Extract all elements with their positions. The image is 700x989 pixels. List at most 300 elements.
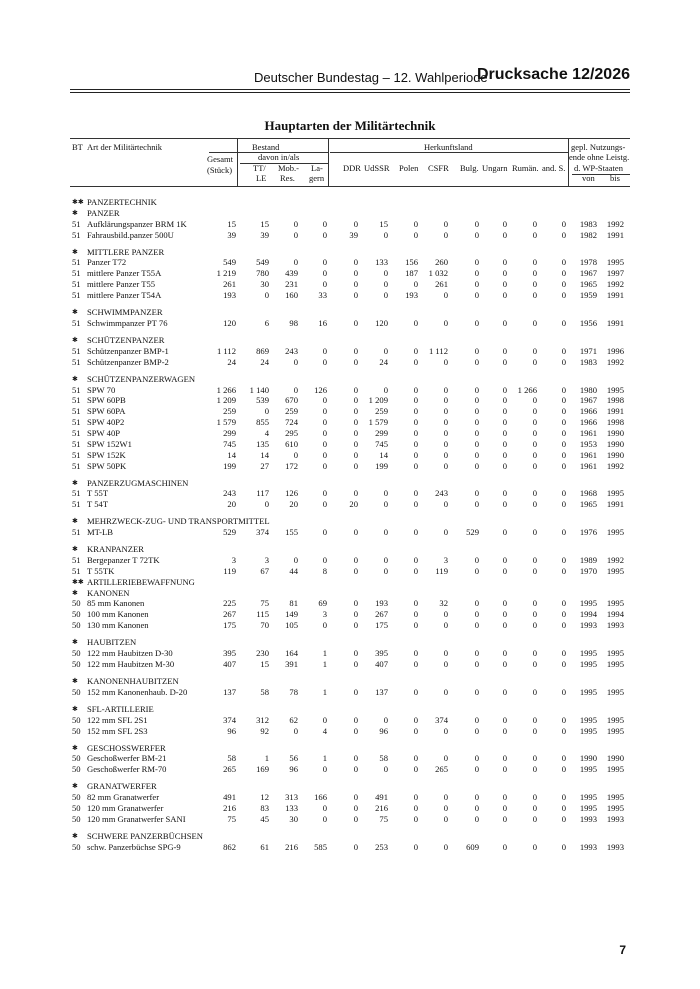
cell-art: T 55T [87,488,109,499]
cell-lagern: 0 [322,460,327,471]
cell-polen: 0 [413,686,418,697]
cell-lagern: 1 [322,658,327,669]
cell-bis: 1996 [606,345,624,356]
cell-and-s: 0 [561,725,566,736]
cell-bt: 51 [72,527,81,538]
cell-tt-le: 92 [260,725,269,736]
group-label: KANONENHAUBITZEN [87,675,179,686]
cell-bis: 1993 [606,620,624,631]
cell-bt: 51 [72,449,81,460]
cell-ungarn: 0 [502,555,507,566]
cell-bulg: 0 [474,620,479,631]
cell-art: SPW 152W1 [87,438,132,449]
cell-polen: 0 [413,345,418,356]
cell-mob-res: 439 [285,268,298,279]
cell-bt: 50 [72,620,81,631]
cell-tt-le: 117 [256,488,269,499]
cell-tt-le: 0 [264,290,269,300]
cell-udssr: 58 [379,753,388,764]
cell-von: 1965 [579,499,597,510]
cell-bt: 50 [72,658,81,669]
cell-mob-res: 105 [285,620,298,631]
group-marker: ✱ [72,545,78,554]
group-label: GESCHOSSWERFER [87,742,166,753]
group-label: SCHWIMMPANZER [87,307,163,318]
cell-tt-le: 15 [260,658,269,669]
cell-bis: 1995 [606,658,624,669]
cell-von: 1967 [579,268,597,279]
cell-von: 1994 [579,609,597,620]
cell-art: T 55TK [87,565,115,576]
cell-ddr: 0 [353,658,358,669]
cell-ddr: 0 [353,555,358,566]
cell-udssr: 133 [375,257,388,268]
cell-bulg: 0 [474,257,479,268]
cell-and-s: 0 [561,813,566,824]
cell-bis: 1992 [606,279,624,290]
cell-bis: 1991 [606,499,624,510]
cell-bulg: 0 [474,792,479,803]
cell-gesamt: 261 [223,279,236,290]
cell-csfr: 0 [443,384,448,395]
cell-bulg: 0 [474,499,479,510]
cell-von: 1990 [579,753,597,764]
cell-csfr: 0 [443,648,448,659]
cell-ungarn: 0 [502,648,507,659]
cell-art: SPW 40P [87,427,121,438]
cell-polen: 0 [413,813,418,824]
cell-ungarn: 0 [502,395,507,406]
cell-lagern: 0 [322,499,327,510]
cell-udssr: 0 [383,764,388,775]
cell-bt: 51 [72,317,81,328]
cell-csfr: 0 [443,395,448,406]
cell-art: Aufklärungspanzer BRM 1K [87,218,187,229]
cell-bis: 1995 [606,257,624,268]
cell-bis: 1995 [606,598,624,609]
cell-mob-res: 0 [293,229,298,240]
cell-ddr: 0 [353,427,358,438]
cell-polen: 0 [413,218,418,229]
cell-ddr: 0 [353,598,358,609]
col-ruman: Rumän. [512,163,539,173]
cell-udssr: 0 [383,527,388,538]
cell-gesamt: 265 [223,764,236,775]
cell-csfr: 0 [443,449,448,460]
col-bis: bis [610,173,620,183]
cell-von: 1959 [579,290,597,300]
cell-ddr: 0 [353,268,358,279]
cell-tt-le: 24 [260,356,269,367]
cell-bulg: 0 [474,714,479,725]
cell-ddr: 0 [353,345,358,356]
col-stueck: (Stück) [207,165,233,175]
cell-polen: 0 [413,317,418,328]
cell-csfr: 0 [443,417,448,428]
cell-polen: 0 [413,229,418,240]
cell-bulg: 0 [474,460,479,471]
cell-tt-le: 6 [264,317,269,328]
cell-bulg: 0 [474,488,479,499]
cell-lagern: 0 [322,279,327,290]
cell-gesamt: 119 [223,565,236,576]
cell-tt-le: 230 [256,648,269,659]
group-marker: ✱ [72,638,78,647]
cell-and-s: 0 [561,841,566,852]
cell-bulg: 0 [474,813,479,824]
cell-ungarn: 0 [502,725,507,736]
cell-mob-res: 133 [285,803,298,814]
cell-polen: 0 [413,395,418,406]
cell-udssr: 0 [383,279,388,290]
cell-ruman: 0 [532,648,537,659]
cell-mob-res: 98 [289,317,298,328]
cell-bulg: 529 [466,527,479,538]
cell-csfr: 0 [443,792,448,803]
cell-and-s: 0 [561,449,566,460]
cell-gesamt: 395 [223,648,236,659]
cell-csfr: 0 [443,803,448,814]
cell-bis: 1992 [606,460,624,471]
col-bt: BT [72,142,83,152]
cell-mob-res: 0 [293,218,298,229]
cell-bt: 51 [72,257,81,268]
cell-csfr: 265 [435,764,448,775]
cell-udssr: 0 [383,714,388,725]
cell-and-s: 0 [561,438,566,449]
cell-bulg: 0 [474,218,479,229]
cell-bt: 50 [72,648,81,659]
cell-gesamt: 216 [223,803,236,814]
cell-gesamt: 120 [223,317,236,328]
cell-ruman: 0 [532,279,537,290]
cell-bt: 51 [72,268,81,279]
cell-von: 1995 [579,792,597,803]
cell-udssr: 75 [379,813,388,824]
cell-gesamt: 1 579 [216,417,236,428]
cell-ungarn: 0 [502,488,507,499]
cell-tt-le: 61 [260,841,269,852]
cell-lagern: 585 [314,841,327,852]
col-gepl-2: ende ohne Leistg. [569,152,630,162]
group-label: MITTLERE PANZER [87,246,165,257]
cell-ungarn: 0 [502,279,507,290]
cell-ddr: 0 [353,406,358,417]
cell-csfr: 0 [443,527,448,538]
cell-csfr: 119 [435,565,448,576]
cell-mob-res: 155 [285,527,298,538]
cell-ungarn: 0 [502,753,507,764]
cell-gesamt: 374 [223,714,236,725]
cell-ungarn: 0 [502,527,507,538]
cell-polen: 0 [413,555,418,566]
cell-polen: 0 [413,792,418,803]
cell-udssr: 491 [375,792,388,803]
cell-bulg: 0 [474,345,479,356]
cell-udssr: 216 [375,803,388,814]
cell-art: 122 mm Haubitzen D-30 [87,648,173,659]
cell-art: 122 mm SFL 2S1 [87,714,148,725]
cell-ungarn: 0 [502,686,507,697]
cell-ungarn: 0 [502,218,507,229]
col-and: and. S. [542,163,566,173]
cell-art: SPW 50PK [87,460,127,471]
col-herkunft: Herkunftsland [424,142,473,152]
cell-polen: 0 [413,279,418,290]
cell-csfr: 0 [443,427,448,438]
cell-ddr: 0 [353,384,358,395]
cell-art: mittlere Panzer T54A [87,290,162,300]
cell-csfr: 0 [443,813,448,824]
cell-bt: 51 [72,438,81,449]
cell-polen: 0 [413,764,418,775]
cell-bulg: 0 [474,268,479,279]
cell-bulg: 0 [474,753,479,764]
cell-bt: 51 [72,384,81,395]
cell-bt: 50 [72,725,81,736]
cell-von: 1995 [579,658,597,669]
cell-ruman: 0 [532,803,537,814]
cell-bulg: 0 [474,229,479,240]
cell-udssr: 24 [379,356,388,367]
cell-lagern: 1 [322,753,327,764]
cell-ungarn: 0 [502,813,507,824]
cell-polen: 193 [405,290,418,300]
cell-tt-le: 39 [260,229,269,240]
cell-lagern: 0 [322,764,327,775]
cell-bis: 1995 [606,792,624,803]
cell-and-s: 0 [561,257,566,268]
cell-bt: 50 [72,764,81,775]
cell-and-s: 0 [561,345,566,356]
cell-von: 1961 [579,427,597,438]
cell-ddr: 0 [353,725,358,736]
cell-tt-le: 83 [260,803,269,814]
cell-bt: 51 [72,488,81,499]
cell-polen: 0 [413,449,418,460]
cell-lagern: 166 [314,792,327,803]
cell-gesamt: 75 [227,813,236,824]
cell-and-s: 0 [561,279,566,290]
cell-gesamt: 14 [227,449,236,460]
cell-bis: 1991 [606,317,624,328]
cell-mob-res: 295 [285,427,298,438]
cell-bis: 1991 [606,406,624,417]
cell-lagern: 1 [322,648,327,659]
cell-ruman: 0 [532,427,537,438]
cell-bis: 1997 [606,268,624,279]
cell-lagern: 0 [322,714,327,725]
col-ungarn: Ungarn [482,163,508,173]
cell-udssr: 175 [375,620,388,631]
cell-lagern: 0 [322,803,327,814]
cell-csfr: 1 032 [428,268,448,279]
cell-ungarn: 0 [502,609,507,620]
cell-mob-res: 149 [285,609,298,620]
cell-csfr: 0 [443,841,448,852]
cell-tt-le: 27 [260,460,269,471]
cell-gesamt: 549 [223,257,236,268]
cell-mob-res: 0 [293,257,298,268]
cell-von: 1995 [579,714,597,725]
cell-art: Schützenpanzer BMP-2 [87,356,169,367]
cell-ruman: 0 [532,686,537,697]
cell-and-s: 0 [561,268,566,279]
cell-ddr: 20 [349,499,358,510]
cell-ruman: 0 [532,317,537,328]
cell-ruman: 0 [532,792,537,803]
cell-ruman: 0 [532,725,537,736]
cell-and-s: 0 [561,714,566,725]
cell-von: 1995 [579,725,597,736]
cell-ddr: 0 [353,417,358,428]
cell-von: 1967 [579,395,597,406]
cell-art: Schützenpanzer BMP-1 [87,345,169,356]
cell-csfr: 0 [443,290,448,300]
cell-tt-le: 67 [260,565,269,576]
cell-art: 82 mm Granatwerfer [87,792,160,803]
cell-von: 1983 [579,356,597,367]
cell-bulg: 0 [474,438,479,449]
cell-bis: 1995 [606,714,624,725]
cell-gesamt: 15 [227,218,236,229]
cell-mob-res: 164 [285,648,298,659]
cell-lagern: 0 [322,268,327,279]
cell-polen: 0 [413,803,418,814]
cell-ddr: 0 [353,527,358,538]
cell-bis: 1992 [606,555,624,566]
cell-ungarn: 0 [502,356,507,367]
cell-gesamt: 491 [223,792,236,803]
cell-polen: 0 [413,565,418,576]
cell-csfr: 260 [435,257,448,268]
cell-ddr: 0 [353,813,358,824]
cell-art: 122 mm Haubitzen M-30 [87,658,175,669]
cell-bt: 51 [72,555,81,566]
group-label: SCHÜTZENPANZERWAGEN [87,373,196,384]
cell-mob-res: 670 [285,395,298,406]
cell-polen: 0 [413,620,418,631]
cell-bulg: 0 [474,384,479,395]
cell-ungarn: 0 [502,764,507,775]
cell-bt: 51 [72,427,81,438]
col-gepl-1: gepl. Nutzungs- [571,142,626,152]
group-label: SCHÜTZENPANZER [87,334,165,345]
cell-bulg: 0 [474,725,479,736]
cell-tt-le: 135 [256,438,269,449]
cell-ddr: 0 [353,609,358,620]
cell-mob-res: 313 [285,792,298,803]
cell-von: 1966 [579,417,597,428]
cell-ddr: 0 [353,438,358,449]
cell-art: mittlere Panzer T55A [87,268,162,279]
cell-ruman: 0 [532,841,537,852]
cell-lagern: 0 [322,417,327,428]
cell-ungarn: 0 [502,290,507,300]
cell-tt-le: 14 [260,449,269,460]
cell-ruman: 0 [532,658,537,669]
cell-gesamt: 267 [223,609,236,620]
group-label: SCHWERE PANZERBÜCHSEN [87,830,203,841]
cell-ruman: 0 [532,609,537,620]
cell-bulg: 0 [474,609,479,620]
cell-ungarn: 0 [502,658,507,669]
cell-and-s: 0 [561,648,566,659]
cell-udssr: 1 209 [368,395,388,406]
cell-mob-res: 0 [293,356,298,367]
cell-bis: 1991 [606,229,624,240]
cell-gesamt: 1 219 [216,268,236,279]
cell-mob-res: 0 [293,449,298,460]
cell-mob-res: 216 [285,841,298,852]
cell-lagern: 0 [322,345,327,356]
cell-mob-res: 81 [289,598,298,609]
cell-csfr: 0 [443,218,448,229]
cell-bis: 1995 [606,686,624,697]
cell-ungarn: 0 [502,229,507,240]
cell-bt: 51 [72,356,81,367]
col-mob-1: Mob.- [278,163,300,173]
col-mob-2: Res. [280,173,295,183]
cell-and-s: 0 [561,427,566,438]
cell-art: T 54T [87,499,109,510]
cell-ruman: 0 [532,714,537,725]
cell-gesamt: 529 [223,527,236,538]
cell-mob-res: 160 [285,290,298,300]
cell-von: 1961 [579,460,597,471]
cell-art: Bergepanzer T 72TK [87,555,160,566]
cell-lagern: 0 [322,438,327,449]
cell-and-s: 0 [561,417,566,428]
cell-ruman: 0 [532,499,537,510]
cell-ddr: 0 [353,356,358,367]
document-number: Drucksache 12/2026 [477,66,630,83]
cell-and-s: 0 [561,764,566,775]
group-label: HAUBITZEN [87,637,137,648]
cell-art: SPW 40P2 [87,417,125,428]
cell-ruman: 0 [532,218,537,229]
cell-tt-le: 780 [256,268,269,279]
cell-udssr: 0 [383,290,388,300]
cell-polen: 0 [413,384,418,395]
cell-von: 1965 [579,279,597,290]
cell-ungarn: 0 [502,803,507,814]
cell-bulg: 0 [474,279,479,290]
cell-udssr: 0 [383,268,388,279]
cell-ddr: 0 [353,449,358,460]
cell-and-s: 0 [561,527,566,538]
cell-bis: 1990 [606,438,624,449]
cell-art: 100 mm Kanonen [87,609,149,620]
cell-bulg: 0 [474,803,479,814]
cell-ruman: 0 [532,417,537,428]
cell-art: SPW 60PA [87,406,126,417]
cell-gesamt: 137 [223,686,236,697]
cell-von: 1953 [579,438,597,449]
cell-tt-le: 3 [264,555,269,566]
cell-bulg: 0 [474,406,479,417]
cell-mob-res: 231 [285,279,298,290]
cell-mob-res: 259 [285,406,298,417]
cell-bis: 1995 [606,384,624,395]
cell-gesamt: 24 [227,356,236,367]
cell-udssr: 299 [375,427,388,438]
cell-bis: 1992 [606,218,624,229]
cell-lagern: 0 [322,218,327,229]
col-ttle-1: TT/ [253,163,266,173]
cell-lagern: 0 [322,406,327,417]
cell-bt: 50 [72,841,81,852]
